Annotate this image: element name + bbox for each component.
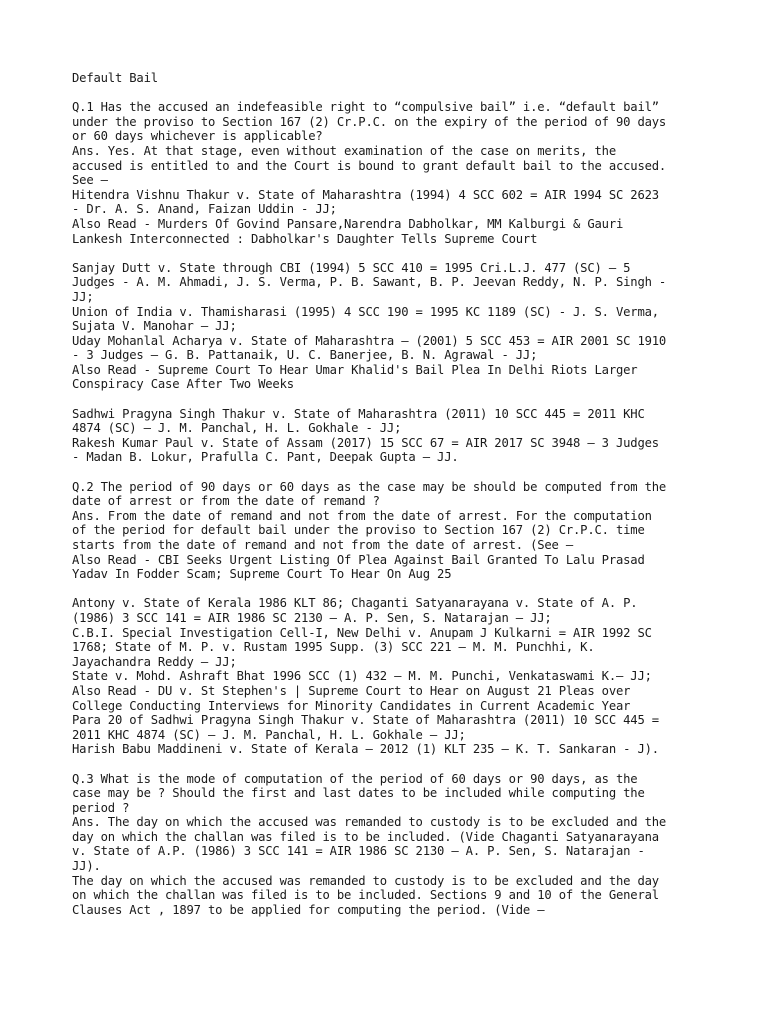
q1-citation-line: Uday Mohanlal Acharya v. State of Maharashtra – (2001) 5 SCC 453 = AIR 2001 SC 1910 [72, 333, 667, 348]
q1-citation-line: - Madan B. Lokur, Prafulla C. Pant, Deepak Gupta – JJ. [72, 450, 459, 465]
document-title: Default Bail [72, 71, 158, 85]
q3-question-line: Q.3 What is the mode of computation of the period of 60 days or 90 days, as the [72, 771, 638, 786]
spacer [72, 757, 712, 772]
q3-answer-line: v. State of A.P. (1986) 3 SCC 141 = AIR 1986 SC 2130 – A. P. Sen, S. Natarajan - [72, 844, 645, 859]
q3-answer-line: Ans. The day on which the accused was remanded to custody is to be excluded and the [72, 815, 667, 830]
q1-answer-line: See – [72, 173, 108, 188]
q2-answer-line: starts from the date of remand and not from the date of arrest. (See – [72, 538, 574, 552]
q2-question-line: date of arrest or from the date of remand ? [72, 494, 380, 509]
question-1 [72, 100, 712, 465]
q3-question-line: case may be ? Should the first and last dates to be included while computing the [72, 786, 645, 801]
q1-citation-line: Sanjay Dutt v. State through CBI (1994) 5 SCC 410 = 1995 Cri.L.J. 477 (SC) – 5 [72, 260, 631, 275]
also-read-link[interactable]: Yadav In Fodder Scam; Supreme Court To Hear On Aug 25 [72, 567, 452, 582]
q1-question-line: under the proviso to Section 167 (2) Cr.P.C. on the expiry of the period of 90 days [72, 114, 667, 129]
q1-citation-line: Union of India v. Thamisharasi (1995) 4 SCC 190 = 1995 KC 1189 (SC) - J. S. Verma, [72, 304, 659, 319]
q1-answer-line: accused is entitled to and the Court is bound to grant default bail to the accused. [72, 158, 667, 173]
also-read-link[interactable]: Also Read - DU v. St Stephen's | Supreme Court to Hear on August 21 Pleas over [72, 683, 631, 698]
q2-citation-line: Antony v. State of Kerala 1986 KLT 86; Chaganti Satyanarayana v. State of A. P. [72, 596, 638, 611]
spacer [72, 465, 712, 480]
q3-question-line: period ? [72, 800, 130, 815]
also-read-link[interactable]: Also Read - CBI Seeks Urgent Listing Of Plea Against Bail Granted To Lalu Prasad [72, 552, 645, 567]
q2-citation-line: C.B.I. Special Investigation Cell-I, New Delhi v. Anupam J Kulkarni = AIR 1992 SC [72, 625, 652, 640]
q3-answer-line: JJ). [72, 859, 101, 874]
spacer [72, 86, 712, 101]
question-2 [72, 480, 712, 757]
q2-citation-line: Jayachandra Reddy – JJ; [72, 654, 237, 669]
also-read-link[interactable]: Also Read - Murders Of Govind Pansare,Narendra Dabholkar, MM Kalburgi & Gauri [72, 216, 624, 231]
q2-citation-line: Harish Babu Maddineni v. State of Kerala – 2012 (1) KLT 235 – K. T. Sankaran - J). [72, 742, 659, 757]
q2-answer-line: of the period for default bail under the proviso to Section 167 (2) Cr.P.C. time [72, 523, 645, 538]
q2-citation-line: 1768; State of M. P. v. Rustam 1995 Supp. (3) SCC 221 – M. M. Punchhi, K. [72, 640, 595, 655]
spacer [72, 582, 712, 597]
q1-citation-line: Sadhwi Pragyna Singh Thakur v. State of Maharashtra (2011) 10 SCC 445 = 2011 KHC [72, 406, 645, 421]
q3-answer-line: Clauses Act , 1897 to be applied for computing the period. (Vide – [72, 902, 545, 917]
q1-citation-line: 4874 (SC) – J. M. Panchal, H. L. Gokhale - JJ; [72, 421, 402, 436]
question-3 [72, 772, 712, 918]
q2-citation-line: 2011 KHC 4874 (SC) – J. M. Panchal, H. L. Gokhale – JJ; [72, 727, 466, 742]
also-read-link[interactable]: Conspiracy Case After Two Weeks [72, 377, 294, 392]
q3-answer-line: The day on which the accused was remanded to custody is to be excluded and the day [72, 873, 659, 888]
q1-question-line: or 60 days whichever is applicable? [72, 129, 323, 144]
spacer [72, 246, 712, 261]
q1-answer-line: Hitendra Vishnu Thakur v. State of Maharashtra (1994) 4 SCC 602 = AIR 1994 SC 2623 [72, 187, 659, 202]
also-read-link[interactable]: Lankesh Interconnected : Dabholkar's Daughter Tells Supreme Court [72, 231, 538, 246]
q1-question-line: Q.1 Has the accused an indefeasible right to “compulsive bail” i.e. “default bail” [72, 100, 659, 115]
q2-question-line: Q.2 The period of 90 days or 60 days as the case may be should be computed from the [72, 479, 667, 494]
q2-citation-line: (1986) 3 SCC 141 = AIR 1986 SC 2130 – A. P. Sen, S. Natarajan – JJ; [72, 610, 552, 625]
q1-citation-line: Rakesh Kumar Paul v. State of Assam (2017) 15 SCC 67 = AIR 2017 SC 3948 – 3 Judges [72, 435, 659, 450]
document-page [72, 71, 712, 917]
q3-answer-line: on which the challan was filed is to be included. Sections 9 and 10 of the General [72, 888, 659, 903]
q2-citation-line: Para 20 of Sadhwi Pragyna Singh Thakur v. State of Maharashtra (2011) 10 SCC 445 = [72, 713, 659, 728]
q1-citation-line: - 3 Judges – G. B. Pattanaik, U. C. Banerjee, B. N. Agrawal - JJ; [72, 348, 538, 363]
q2-answer-line: Ans. From the date of remand and not from the date of arrest. For the computation [72, 508, 652, 523]
also-read-link[interactable]: Also Read - Supreme Court To Hear Umar Khalid's Bail Plea In Delhi Riots Larger [72, 362, 638, 377]
q3-answer-line: day on which the challan was filed is to be included. (Vide Chaganti Satyanarayana [72, 829, 659, 844]
q1-citation-line: Judges - A. M. Ahmadi, J. S. Verma, P. B. Sawant, B. P. Jeevan Reddy, N. P. Singh - [72, 275, 667, 290]
q1-answer-line: Ans. Yes. At that stage, even without examination of the case on merits, the [72, 143, 616, 158]
q1-citation-line: JJ; [72, 289, 94, 304]
q1-citation-line: Sujata V. Manohar – JJ; [72, 319, 237, 334]
q2-citation-line: State v. Mohd. Ashraft Bhat 1996 SCC (1) 432 – M. M. Punchi, Venkataswami K.– JJ; [72, 669, 652, 684]
q1-answer-line: - Dr. A. S. Anand, Faizan Uddin - JJ; [72, 202, 337, 217]
also-read-link[interactable]: College Conducting Interviews for Minority Candidates in Current Academic Year [72, 698, 631, 713]
spacer [72, 392, 712, 407]
